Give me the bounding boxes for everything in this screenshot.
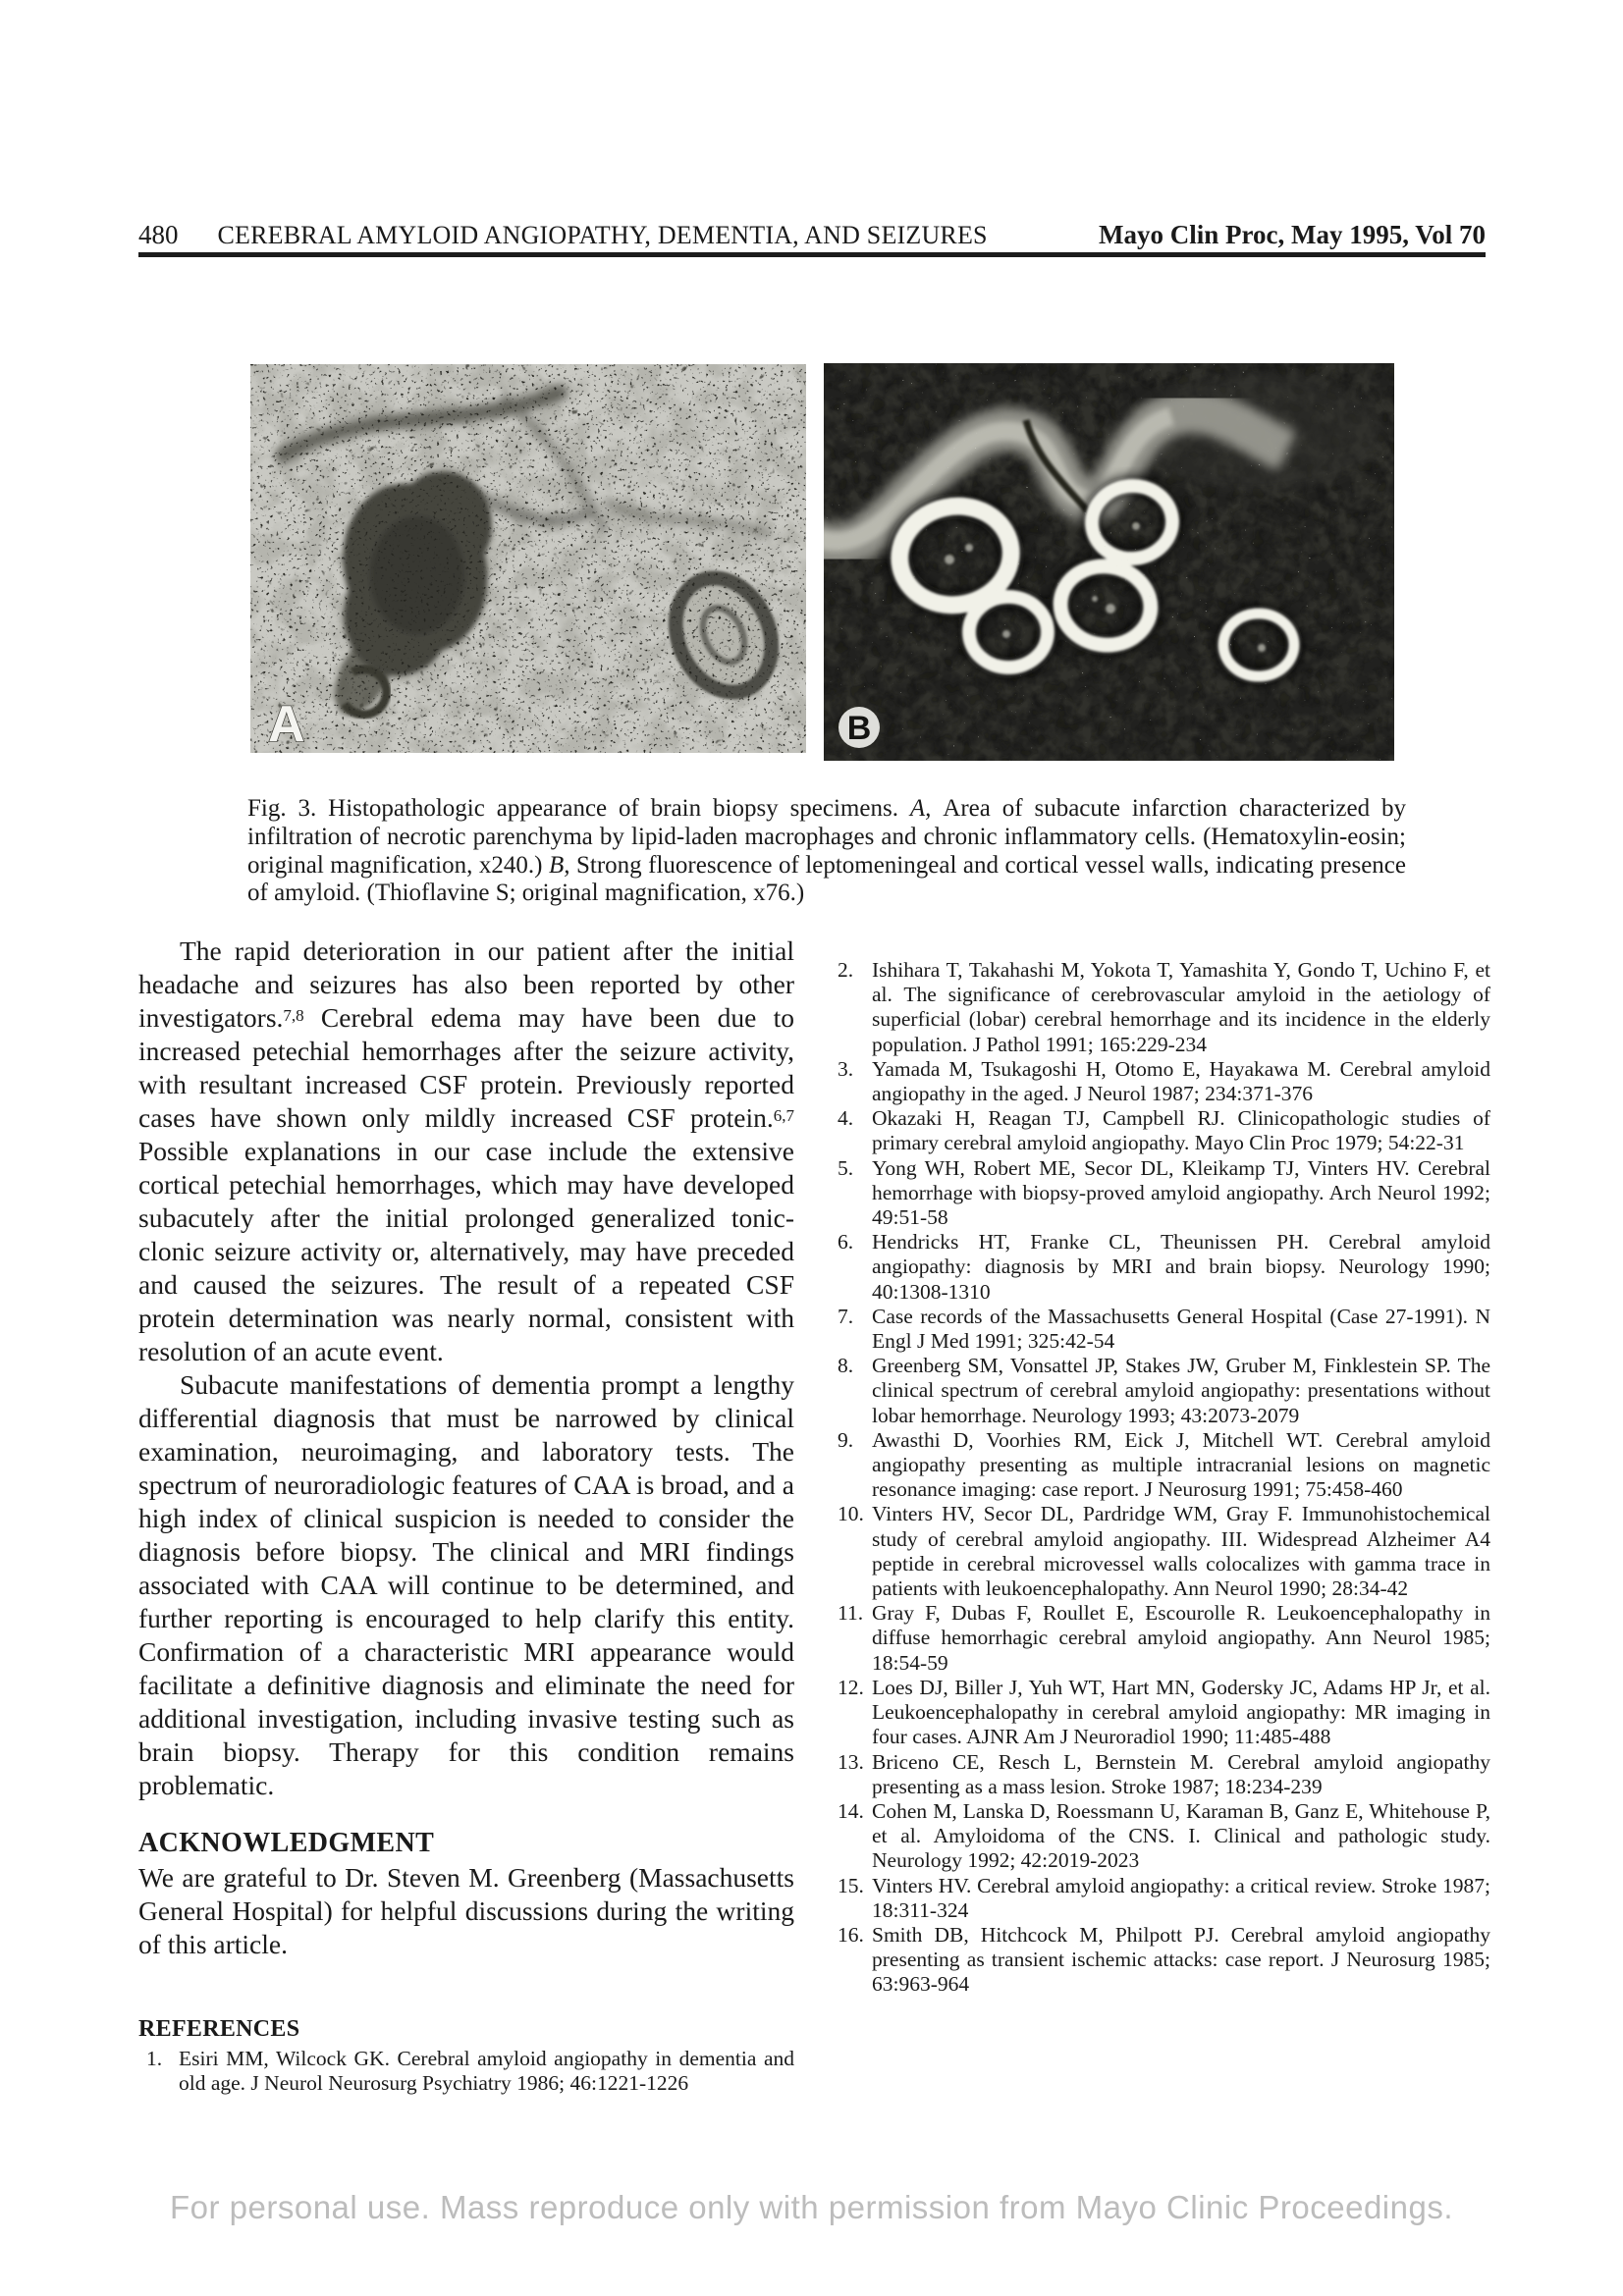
reference-text: Vinters HV. Cerebral amyloid angiopathy: a critical review. Stroke 1987; 18:311-324 [872,1873,1490,1922]
reference-text: Case records of the Massachusetts General Hospital (Case 27-1991). N Engl J Med 1991; 325:42-54 [872,1304,1490,1354]
reference-text: Briceno CE, Resch L, Bernstein M. Cerebral amyloid angiopathy presenting as a mass lesion. Stroke 1987; 18:234-239 [872,1749,1490,1798]
reference-number: 9. [838,1427,854,1452]
figure-caption-intro: Histopathologic appearance of brain biopsy specimens. [328,795,910,822]
reference-text: Vinters HV, Secor DL, Pardridge WM, Gray F. Immunohistochemical study of cerebral amyloid angiopathy. III. Widespread Alzheimer A4 peptide in cerebral microvessel walls colocalizes with gamma trace in patients with leukoencephalopathy. Ann Neurol 1990; 28:34-42 [872,1502,1490,1601]
reference-number: 8. [838,1354,854,1378]
journal-citation: Mayo Clin Proc, May 1995, Vol 70 [1099,220,1486,249]
reference-text: Gray F, Dubas F, Roullet E, Escourolle R. Leukoencephalopathy in diffuse hemorrhagic cerebral amyloid angiopathy. Ann Neurol 1985; 18:54-59 [872,1601,1490,1675]
right-column [838,958,1490,1998]
running-title: CEREBRAL AMYLOID ANGIOPATHY, DEMENTIA, AND SEIZURES [217,221,988,249]
figure-caption-label: Fig. 3. [247,795,329,822]
reference-number: 3. [838,1056,854,1081]
reference-number: 11. [838,1601,864,1626]
reference-item [838,1676,1490,1750]
figure-caption-b-label: B, [548,851,576,879]
paragraph-1-text-3: Possible explanations in our case include the extensive cortical petechial hemorrhages, which may have developed subacutely after the initial prolonged generalized tonic-clonic seizure activity or, alternatively, may have preceded and caused the seizures. The result of a repeated CSF protein determination was nearly normal, consistent with resolution of an acute event. [138,1136,794,1366]
figure-caption-a-label: A, [909,795,944,822]
panel-b-label-badge [839,707,880,748]
references-heading: REFERENCES [138,2016,300,2042]
reference-item [838,1601,1490,1676]
reference-number: 1. [146,2047,163,2070]
reference-number: 14. [838,1798,864,1823]
reference-text: Awasthi D, Voorhies RM, Eick J, Mitchell WT. Cerebral amyloid angiopathy presenting as multiple intracranial lesions on magnetic resonance imaging: case report. J Neurosurg 1991; 75:458-460 [872,1427,1490,1502]
reference-text: Smith DB, Hitchcock M, Philpott PJ. Cerebral amyloid angiopathy presenting as transient ischemic attacks: case report. J Neurosurg 1985; 63:963-964 [872,1922,1490,1997]
references-list-right [838,958,1490,1998]
reference-item [838,1354,1490,1428]
reference-item [838,1428,1490,1503]
reference-number: 16. [838,1922,864,1947]
reference-number: 2. [838,958,854,982]
running-head [138,220,1486,250]
body-paragraph-1 [138,934,794,1368]
reference-text: Ishihara T, Takahashi M, Yokota T, Yamashita Y, Gondo T, Uchino F, et al. The significance of cerebrovascular amyloid in the aetiology of superficial (lobar) cerebral hemorrhage and its incidence in the elderly population. J Pathol 1991; 165:229-234 [872,958,1490,1056]
reference-number: 5. [838,1155,854,1180]
acknowledgment-heading: ACKNOWLEDGMENT [138,1828,435,1858]
reference-item [838,1106,1490,1155]
left-column [138,934,794,2096]
reference-item [838,958,1490,1057]
paragraph-1-text-1: The rapid deterioration in our patient after the initial headache and seizures has also been reported by other investigators. [138,935,794,1033]
reference-number: 4. [838,1106,854,1131]
figure-caption-a-text: Area of subacute infarction characterized by infiltration of necrotic parenchyma by lipid-laden macrophages and chronic inflammatory cells. (Hematoxylin-eosin; original magnification, x240.) [247,795,1406,879]
reference-text: Esiri MM, Wilcock GK. Cerebral amyloid angiopathy in dementia and old age. J Neurol Neurosurg Psychiatry 1986; 46:1221-1226 [179,2047,794,2096]
reference-item [838,1923,1490,1998]
reference-number: 10. [838,1502,864,1526]
reference-text: Cohen M, Lanska D, Roessmann U, Karaman B, Ganz E, Whitehouse P, et al. Amyloidoma of the CNS. I. Clinical and pathologic study. Neurology 1992; 42:2019-2023 [872,1798,1490,1873]
references-list-left [138,2047,794,2096]
reference-item [138,2047,794,2096]
panel-b-label: B [846,710,872,747]
reference-number: 7. [838,1304,854,1328]
reference-text: Okazaki H, Reagan TJ, Campbell RJ. Clinicopathologic studies of primary cerebral amyloid angiopathy. Mayo Clin Proc 1979; 54:22-31 [872,1106,1490,1155]
reference-number: 15. [838,1873,864,1897]
reference-text: Yamada M, Tsukagoshi H, Otomo E, Hayakawa M. Cerebral amyloid angiopathy in the aged. J Neurol 1987; 234:371-376 [872,1056,1490,1106]
reference-item [838,1305,1490,1354]
reference-text: Greenberg SM, Vonsattel JP, Stakes JW, Gruber M, Finklestein SP. The clinical spectrum of cerebral amyloid angiopathy: presentations without lobar hemorrhage. Neurology 1993; 43:2073-2079 [872,1354,1490,1427]
citation-ref-7-8: 7,8 [283,1006,304,1025]
citation-ref-6-7: 6,7 [773,1106,794,1125]
reference-item [838,1799,1490,1874]
reference-number: 13. [838,1749,864,1774]
reference-item [838,1502,1490,1601]
reference-item [838,1750,1490,1799]
figure-caption-b-text: Strong fluorescence of leptomeningeal and cortical vessel walls, indicating presence of amyloid. (Thioflavine S; original magnification, x76.) [247,851,1406,907]
reference-item [838,1230,1490,1305]
reference-text: Yong WH, Robert ME, Secor DL, Kleikamp TJ, Vinters HV. Cerebral hemorrhage with biopsy-proved amyloid angiopathy. Arch Neurol 1992; 49:51-58 [872,1155,1490,1230]
copyright-notice: For personal use. Mass reproduce only with permission from Mayo Clinic Proceedings. [169,2189,1454,2225]
figure-caption [247,795,1406,908]
reference-text: Loes DJ, Biller J, Yuh WT, Hart MN, Godersky JC, Adams HP Jr, et al. Leukoencephalopathy in cerebral amyloid angiopathy: MR imaging in four cases. AJNR Am J Neuroradiol 1990; 11:485-488 [872,1675,1490,1749]
header-rule [138,252,1486,257]
reference-item [838,1874,1490,1923]
reference-item [838,1057,1490,1106]
paragraph-1-text-2: Cerebral edema may have been due to increased petechial hemorrhages after the seizure activity, with resultant increased CSF protein. Previously reported cases have shown only mildly increased CSF protein. [138,1002,794,1133]
reference-number: 12. [838,1675,864,1699]
body-paragraph-2: Subacute manifestations of dementia prompt a lengthy differential diagnosis that must be narrowed by clinical examination, neuroimaging, and laboratory tests. The spectrum of neuroradiologic features of CAA is broad, and a high index of clinical suspicion is needed to consider the diagnosis before biopsy. The clinical and MRI findings associated with CAA will continue to be determined, and further reporting is encouraged to help clarify this entity. Confirmation of a characteristic MRI appearance would facilitate a definitive diagnosis and eliminate the need for additional investigation, including invasive testing such as brain biopsy. Therapy for this condition remains problematic. [138,1369,794,1800]
page-number: 480 [138,220,179,249]
figure-3 [250,363,1394,761]
reference-number: 6. [838,1230,854,1255]
micrograph-panel-a [250,364,806,753]
reference-item [838,1156,1490,1231]
fluorescence-panel-b [824,363,1394,761]
panel-a-label: A [268,696,305,753]
reference-text: Hendricks HT, Franke CL, Theunissen PH. Cerebral amyloid angiopathy: diagnosis by MRI and brain biopsy. Neurology 1990; 40:1308-1310 [872,1230,1490,1304]
acknowledgment-text: We are grateful to Dr. Steven M. Greenberg (Massachusetts General Hospital) for helpful discussions during the writing of this article. [138,1862,794,1959]
